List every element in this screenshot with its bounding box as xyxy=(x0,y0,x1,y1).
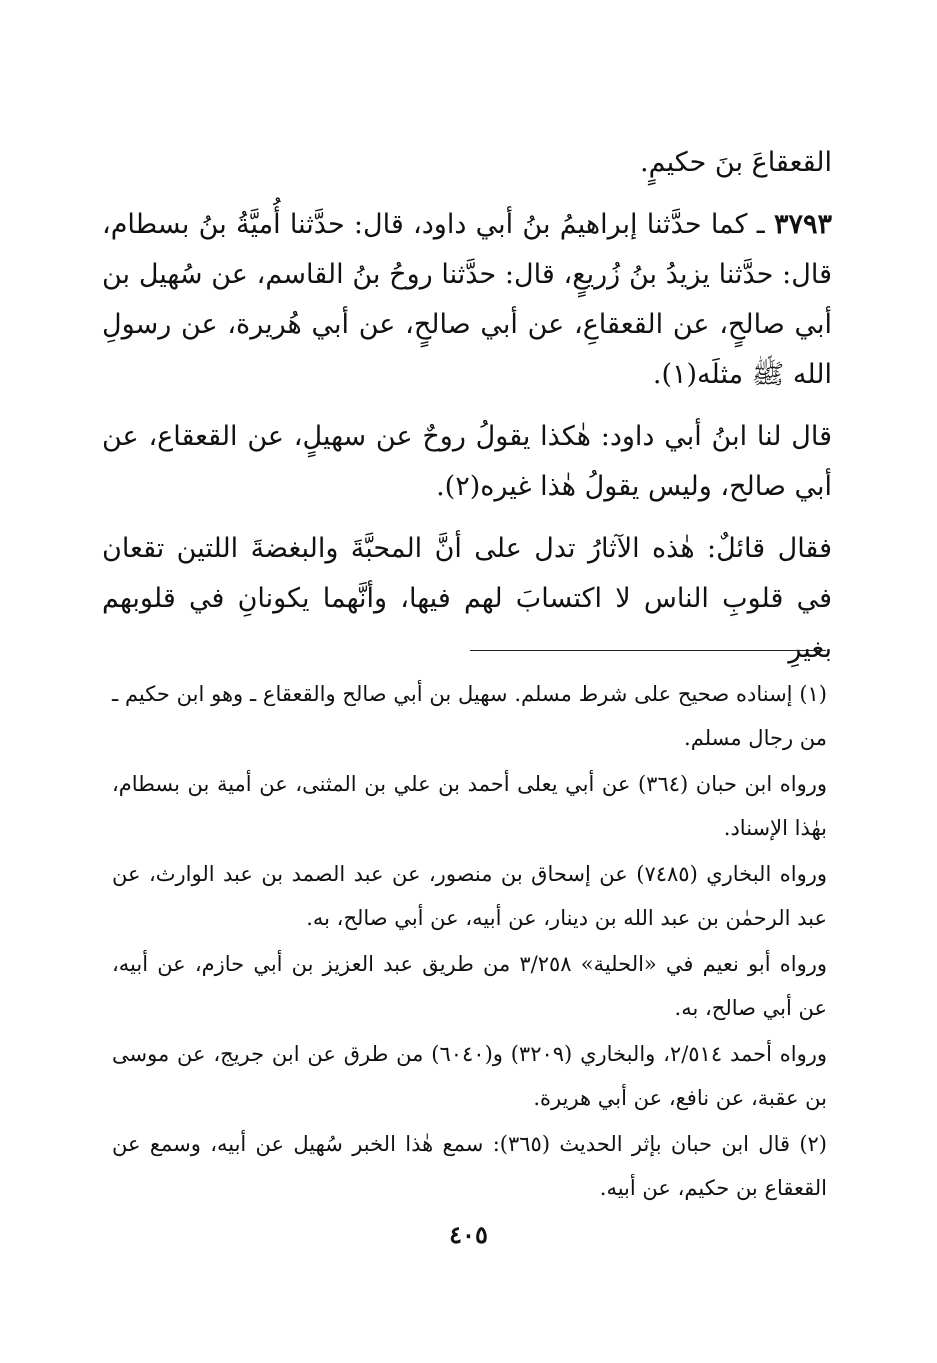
commentary-paragraph: قال لنا ابنُ أبي داود: هٰكذا يقولُ روحٌ عن سهيلٍ، عن القعقاع، عن أبي صالح، وليس يقولُ هٰذا غيره(٢). xyxy=(102,421,832,502)
hadith-paragraph xyxy=(102,200,832,400)
footnote-1: (١) إسناده صحيح على شرط مسلم. سهيل بن أبي صالح والقعقاع ـ وهو ابن حكيم ـ من رجال مسلم. xyxy=(112,682,827,750)
footnotes xyxy=(112,672,827,1212)
question-paragraph: فقال قائلٌ: هٰذه الآثارُ تدل على أنَّ المحبَّةَ والبغضةَ اللتين تقعان في قلوبِ الناس لا اكتسابَ لهم فيها، وأنَّهما يكونانِ في قلوبهم بغيرِ xyxy=(102,533,832,664)
footnote-1-ahmad: ورواه أحمد ٢/٥١٤، والبخاري (٣٢٠٩) و(٦٠٤٠) من طرق عن ابن جريج، عن موسى بن عقبة، عن نافع، عن أبي هريرة. xyxy=(112,1042,828,1110)
footnote-1-ibn-hibban: ورواه ابن حبان (٣٦٤) عن أبي يعلى أحمد بن علي بن المثنى، عن أمية بن بسطام، بهٰذا الإسناد. xyxy=(112,772,827,840)
page-number: ٤٠٥ xyxy=(449,1220,488,1249)
footnote-2: (٢) قال ابن حبان بإثر الحديث (٣٦٥): سمع هٰذا الخبر سُهيل عن أبيه، وسمع عن القعقاع بن حكيم، عن أبيه. xyxy=(112,1132,827,1200)
hadith-text: ـ كما حدَّثنا إبراهيمُ بنُ أبي داود، قال: حدَّثنا أُميَّةُ بنُ بسطام، قال: حدَّثنا يزيدُ بنُ زُريعٍ، قال: حدَّثنا روحُ بنُ القاسم، عن سُهيل بن أبي صالحٍ، عن القعقاعِ، عن أبي صالحٍ، عن أبي هُريرة، عن رسولِ الله ﷺ مثلَه(١). xyxy=(102,209,832,390)
main-text xyxy=(102,138,832,686)
footnote-separator xyxy=(470,650,826,651)
continuation-line: القعقاعَ بنَ حكيمٍ. xyxy=(640,147,832,178)
footnote-1-bukhari: ورواه البخاري (٧٤٨٥) عن إسحاق بن منصور، عن عبد الصمد بن عبد الوارث، عن عبد الرحمٰن بن عبد الله بن دينار، عن أبيه، عن أبي صالح، به. xyxy=(112,862,827,930)
hadith-number: ٣٧٩٣ xyxy=(773,209,832,240)
footnote-1-abu-nuaym: ورواه أبو نعيم في «الحلية» ٣/٢٥٨ من طريق عبد العزيز بن أبي حازم، عن أبيه، عن أبي صالح، به. xyxy=(112,952,827,1020)
